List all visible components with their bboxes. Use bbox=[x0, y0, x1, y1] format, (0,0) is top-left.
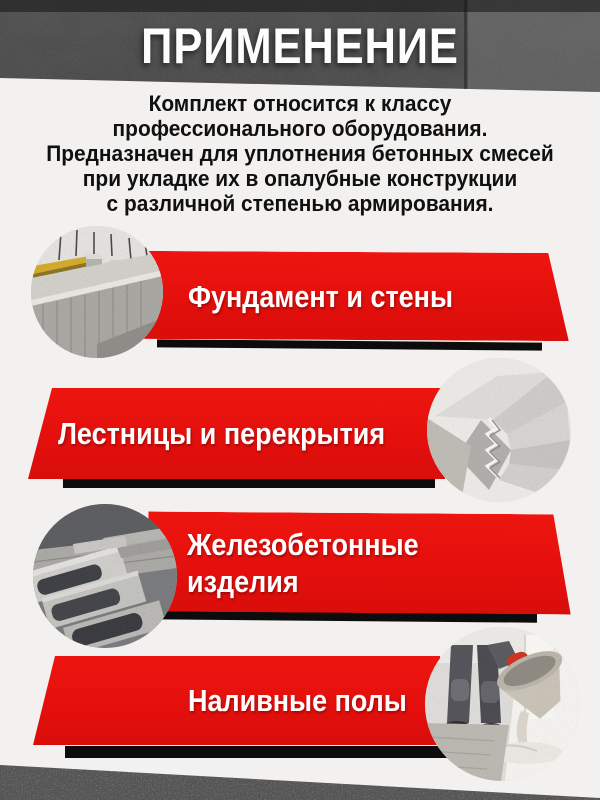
concrete-spiral-staircase-photo bbox=[427, 358, 571, 502]
intro-line: Предназначен для уплотнения бетонных смесей bbox=[46, 141, 554, 166]
self-leveling-floor-pouring-photo bbox=[425, 627, 579, 781]
banner-label: Наливные полы bbox=[188, 683, 407, 718]
banner-label: Лестницы и перекрытия bbox=[58, 416, 386, 451]
banner-shadow bbox=[65, 746, 448, 758]
intro-line: при укладке их в опалубные конструкции bbox=[82, 166, 518, 191]
banner-label: Фундамент и стены bbox=[188, 278, 453, 314]
intro-paragraph bbox=[0, 91, 600, 216]
intro-line: Комплект относится к классу bbox=[148, 91, 452, 116]
concrete-foundation-walls-photo bbox=[31, 226, 163, 358]
page-title: ПРИМЕНЕНИЕ bbox=[141, 18, 459, 74]
banner-shadow bbox=[157, 339, 542, 350]
banner-shadow bbox=[63, 478, 435, 488]
intro-line: профессионального оборудования. bbox=[112, 116, 488, 141]
banner-label: Железобетонные изделия bbox=[187, 527, 419, 599]
intro-line: с различной степенью армирования. bbox=[106, 191, 494, 216]
precast-concrete-products-photo bbox=[33, 504, 177, 648]
